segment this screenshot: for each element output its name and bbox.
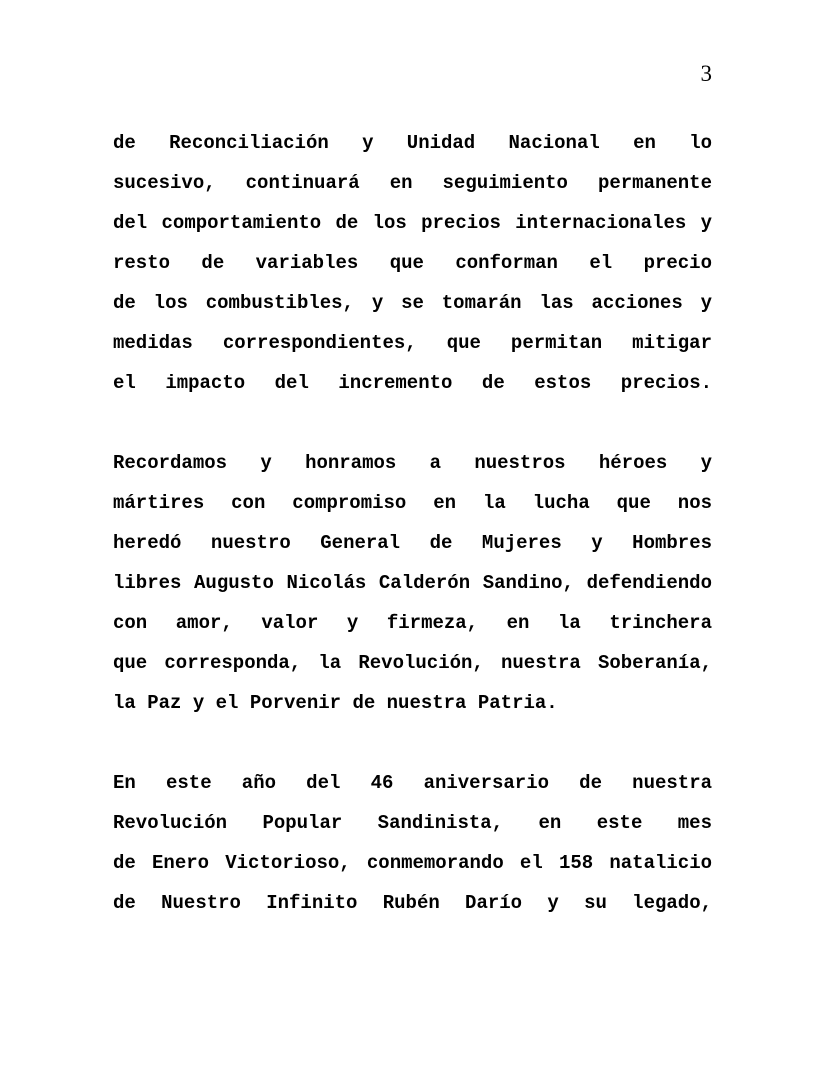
- text-line: En este año del 46 aniversario de nuestra: [113, 772, 712, 794]
- text-line: la Paz y el Porvenir de nuestra Patria.: [113, 692, 558, 714]
- text-line: medidas correspondientes, que permitan mitigar: [113, 332, 712, 354]
- paragraph: [113, 763, 712, 923]
- text-line: del comportamiento de los precios internacionales y: [113, 212, 712, 234]
- text-line: de Enero Victorioso, conmemorando el 158 natalicio: [113, 852, 712, 874]
- paragraph: [113, 123, 712, 403]
- text-line: mártires con compromiso en la lucha que nos: [113, 492, 712, 514]
- text-line: que corresponda, la Revolución, nuestra Soberanía,: [113, 652, 712, 674]
- text-line: libres Augusto Nicolás Calderón Sandino, defendiendo: [113, 572, 712, 594]
- document-body: [113, 123, 712, 963]
- text-line: de Nuestro Infinito Rubén Darío y su legado,: [113, 892, 712, 914]
- text-line: Revolución Popular Sandinista, en este mes: [113, 812, 712, 834]
- text-line: con amor, valor y firmeza, en la trinchera: [113, 612, 712, 634]
- page-number: 3: [700, 61, 712, 86]
- text-line: sucesivo, continuará en seguimiento permanente: [113, 172, 712, 194]
- text-line: heredó nuestro General de Mujeres y Hombres: [113, 532, 712, 554]
- text-line: resto de variables que conforman el precio: [113, 252, 712, 274]
- text-line: de los combustibles, y se tomarán las acciones y: [113, 292, 712, 314]
- text-line: el impacto del incremento de estos precios.: [113, 372, 712, 394]
- text-line: Recordamos y honramos a nuestros héroes y: [113, 452, 712, 474]
- text-line: de Reconciliación y Unidad Nacional en lo: [113, 132, 712, 154]
- paragraph: [113, 443, 712, 723]
